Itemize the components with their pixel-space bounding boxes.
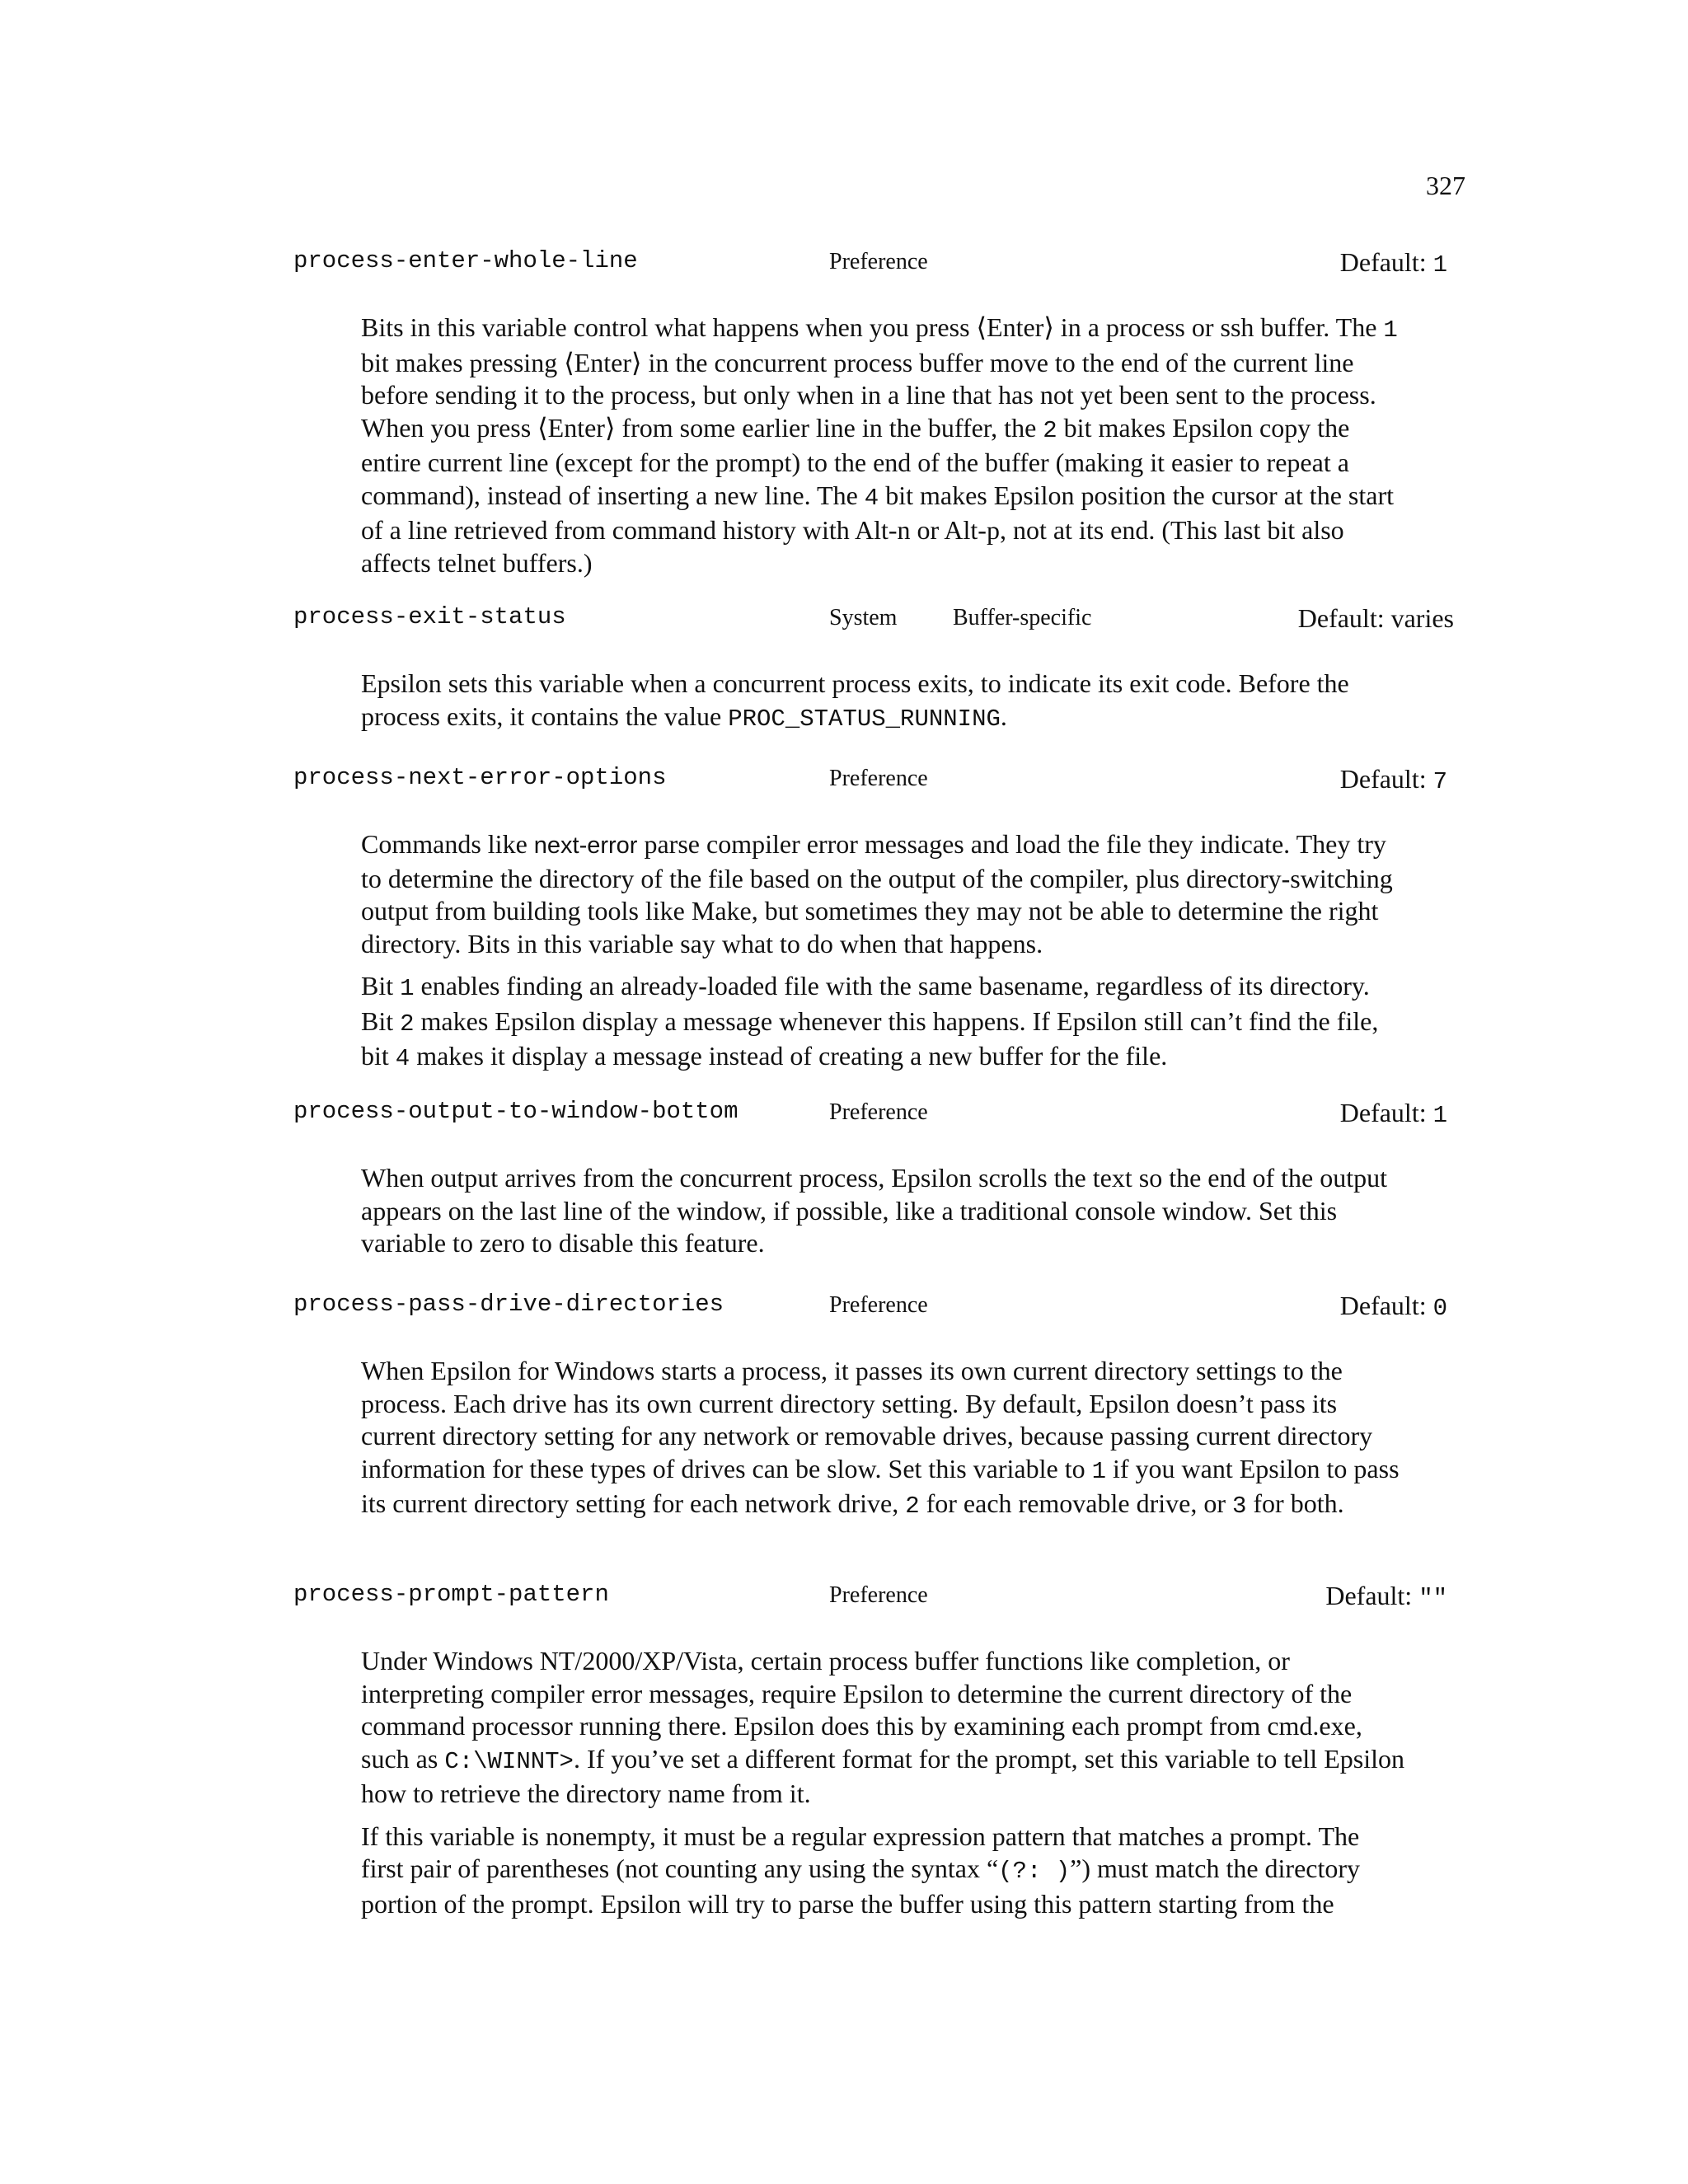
- code-text: 2: [905, 1493, 920, 1520]
- entry-description: [361, 312, 1408, 579]
- description-text: parse compiler error messages and load the file they indicate. They try to determine the directory of the file based on the output of the compiler, plus directory-switching output from building tools like Make, but sometimes they may not be able to determine the right directory. Bits in this variable say what to do when that happens.: [361, 829, 1393, 958]
- description-text: makes it display a message instead of creating a new buffer for the file.: [410, 1041, 1168, 1071]
- variable-entry: [293, 603, 1454, 745]
- description-text: Under Windows NT/2000/XP/Vista, certain process buffer functions like completion, or interpreting compiler error messages, require Epsilon to determine the current directory of the command processor running there. Epsilon does this by examining each prompt from cmd.exe, such as: [361, 1646, 1362, 1774]
- description-text: for both.: [1246, 1488, 1344, 1518]
- variable-name: process-next-error-options: [293, 764, 667, 791]
- variable-name: process-enter-whole-line: [293, 247, 638, 274]
- description-text: Bits in this variable control what happens when you press ⟨Enter⟩ in a process or ssh buffer. The: [361, 312, 1384, 342]
- variable-type: System: [829, 605, 898, 630]
- description-text: makes Epsilon display a message whenever this happens. If Epsilon still can’t find the file, bit: [361, 1005, 1379, 1071]
- description-text: Bit: [361, 971, 401, 1001]
- description-paragraph: [361, 828, 1408, 960]
- variable-name: process-exit-status: [293, 603, 566, 630]
- variable-default: Default: "": [1325, 1581, 1447, 1612]
- variable-entry: [293, 764, 1447, 1085]
- description-paragraph: [361, 312, 1408, 579]
- variable-default: Default: 1: [1339, 247, 1447, 279]
- variable-name: process-pass-drive-directories: [293, 1291, 724, 1318]
- code-text: (?: ): [998, 1858, 1071, 1885]
- variable-name: process-prompt-pattern: [293, 1581, 609, 1608]
- variable-type: Preference: [829, 766, 928, 791]
- variable-type: Preference: [829, 249, 928, 274]
- variable-default: Default: 7: [1339, 764, 1447, 795]
- description-paragraph: [361, 668, 1408, 735]
- variable-default: Default: varies: [1297, 603, 1454, 633]
- entry-header: [293, 1581, 1447, 1617]
- variable-entry: [293, 1098, 1447, 1270]
- entry-header: [293, 764, 1447, 800]
- variable-name: process-output-to-window-bottom: [293, 1098, 738, 1125]
- command-name: next-error: [533, 832, 638, 859]
- code-text: C:\WINNT>: [444, 1747, 574, 1775]
- description-text: bit makes Epsilon position the cursor at the start of a line retrieved from command history with Alt-n or Alt-p, not at its end. (This last bit also affects telnet buffers.): [361, 480, 1394, 578]
- entry-description: [361, 1645, 1408, 1920]
- description-text: .: [1000, 701, 1007, 731]
- description-text: Epsilon sets this variable when a concurrent process exits, to indicate its exit code. Before the process exits, it contains the value: [361, 668, 1349, 731]
- description-text: for each removable drive, or: [919, 1488, 1232, 1518]
- code-text: 1: [1091, 1457, 1106, 1485]
- description-paragraph: [361, 1162, 1408, 1260]
- variable-default: Default: 0: [1339, 1291, 1447, 1322]
- entry-description: [361, 1355, 1408, 1523]
- code-text: 2: [1043, 416, 1057, 444]
- entry-header: [293, 1291, 1447, 1327]
- description-text: ”) must match the directory portion of the prompt. Epsilon will try to parse the buffer using this pattern starting from the: [361, 1854, 1361, 1919]
- description-paragraph: [361, 1821, 1408, 1921]
- code-text: 1: [400, 975, 415, 1002]
- entry-header: [293, 247, 1447, 284]
- description-paragraph: [361, 970, 1408, 1076]
- entry-header: [293, 1098, 1447, 1134]
- variable-type: Preference: [829, 1099, 928, 1125]
- variable-default: Default: 1: [1339, 1098, 1447, 1129]
- code-text: 1: [1383, 316, 1398, 344]
- variable-entry: [293, 1291, 1447, 1533]
- variable-entry: [293, 247, 1447, 589]
- code-text: PROC_STATUS_RUNNING: [728, 705, 1001, 733]
- description-text: If this variable is nonempty, it must be a regular expression pattern that matches a prompt. The first pair of parentheses (not counting any using the syntax “: [361, 1821, 1360, 1883]
- description-text: enables finding an already-loaded file with the same basename, regardless of its directory. Bit: [361, 971, 1370, 1036]
- variable-entry: [293, 1581, 1447, 1930]
- description-text: if you want Epsilon to pass its current directory setting for each network drive,: [361, 1453, 1400, 1518]
- variable-type: Preference: [829, 1292, 928, 1318]
- description-text: bit makes pressing ⟨Enter⟩ in the concurrent process buffer move to the end of the current line before sending it to the process, but only when in a line that has not yet been sent to the process. When you press ⟨Enter⟩ from some earlier line in the buffer, the: [361, 347, 1376, 443]
- description-text: Commands like: [361, 829, 534, 859]
- entry-description: [361, 828, 1408, 1076]
- code-text: 4: [864, 484, 879, 512]
- entry-description: [361, 668, 1408, 735]
- code-text: 3: [1231, 1493, 1247, 1520]
- description-text: . If you’ve set a different format for the prompt, set this variable to tell Epsilon how to retrieve the directory name from it.: [361, 1743, 1404, 1808]
- entry-description: [361, 1162, 1408, 1260]
- page-number: 327: [1426, 171, 1465, 200]
- variable-type: Preference: [829, 1582, 928, 1608]
- variable-scope: Buffer-specific: [953, 605, 1092, 630]
- description-paragraph: [361, 1645, 1408, 1811]
- description-text: When output arrives from the concurrent process, Epsilon scrolls the text so the end of the output appears on the last line of the window, if possible, like a traditional console window. Set this variable to zero to disable this feature.: [361, 1163, 1388, 1258]
- code-text: 2: [400, 1010, 415, 1038]
- description-paragraph: [361, 1355, 1408, 1523]
- description-text: bit makes Epsilon copy the entire current line (except for the prompt) to the end of the buffer (making it easier to repeat a command), instead of inserting a new line. The: [361, 412, 1350, 510]
- description-text: When Epsilon for Windows starts a process, it passes its own current directory settings to the process. Each drive has its own current directory setting. By default, Epsilon doesn’t pass its current directory setting for any network or removable drives, because passing current directory information for these types of drives can be slow. Set this variable to: [361, 1356, 1373, 1483]
- entry-header: [293, 603, 1454, 640]
- code-text: 4: [395, 1045, 410, 1072]
